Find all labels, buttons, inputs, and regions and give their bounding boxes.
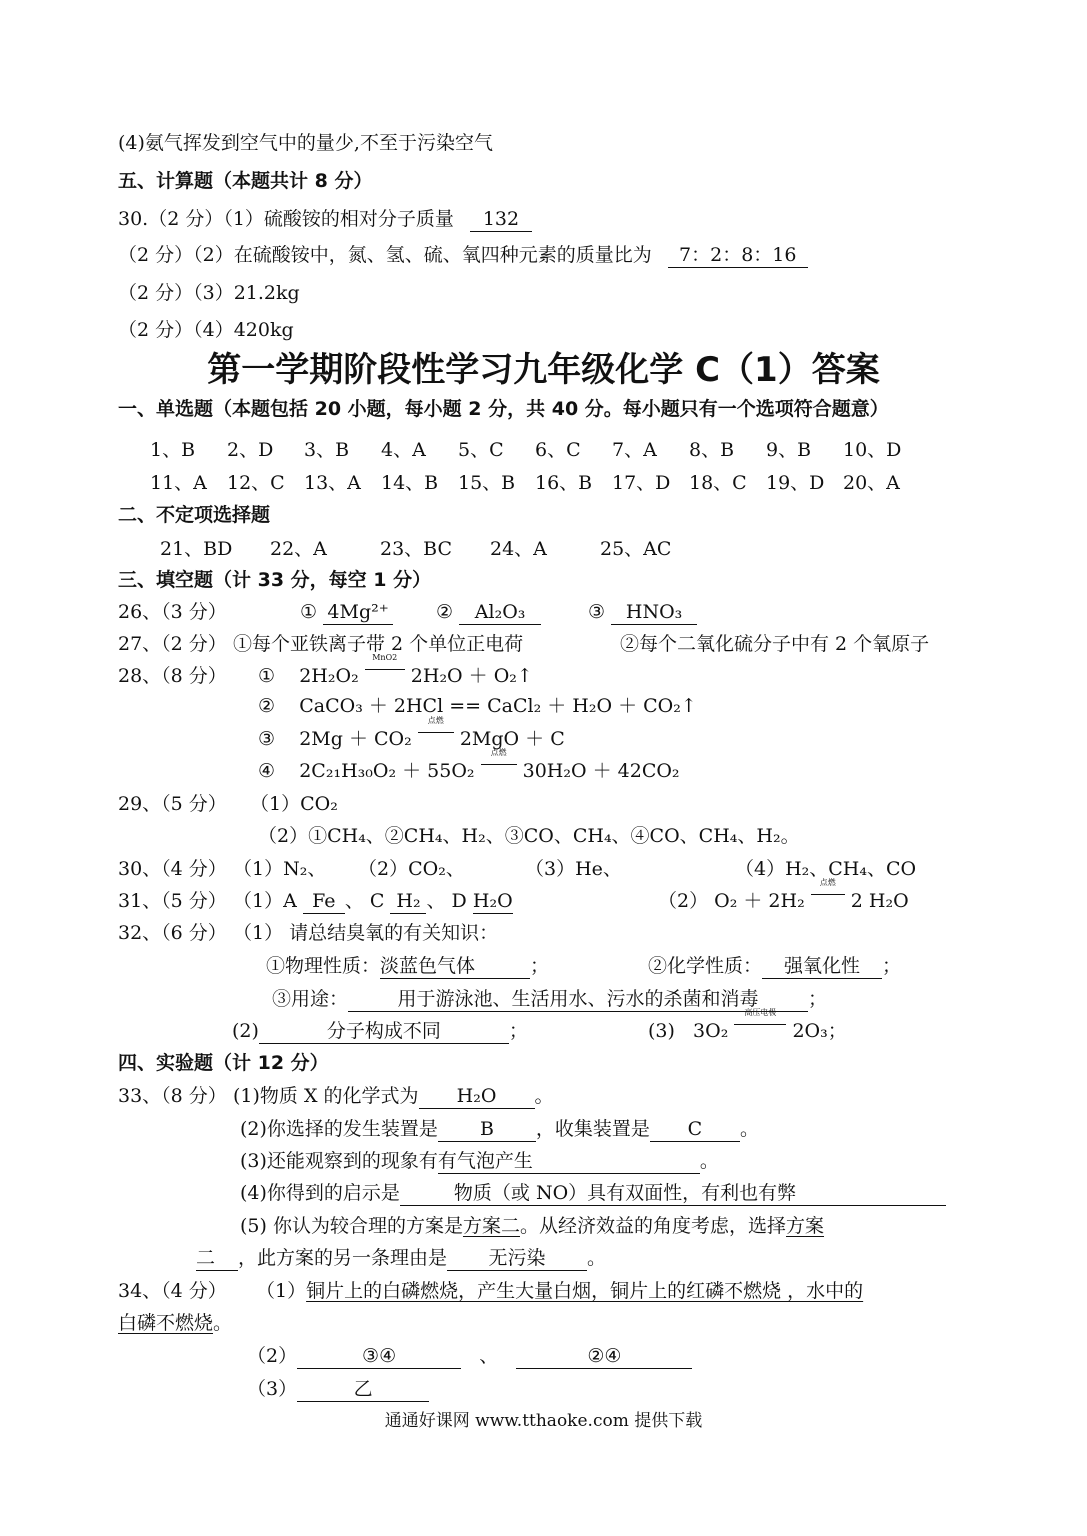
q32-2-semicolon: ； <box>508 1020 528 1042</box>
q31-1a-answer: Fe <box>303 889 345 914</box>
ans-r1-8: 8、B <box>689 439 735 461</box>
q34-1 <box>256 1278 863 1304</box>
q26-3 <box>588 599 697 625</box>
q32-3-semicolon: ； <box>827 1020 847 1042</box>
q31-2-arrow <box>811 878 845 914</box>
q28-4-arrow <box>481 748 517 784</box>
ans-r2-4: 14、B <box>381 472 439 494</box>
q26-1 <box>300 599 393 625</box>
q33-5a-text: (5) 你认为较合理的方案是 <box>240 1215 463 1237</box>
ans-r2-10: 20、A <box>843 472 900 494</box>
q33-3 <box>240 1148 719 1174</box>
q33-2a-answer: B <box>438 1117 536 1142</box>
q28-4-num: ④ <box>258 760 276 782</box>
q32-use-semicolon: ； <box>808 988 828 1010</box>
q28-3 <box>258 716 565 752</box>
q33-5b-answer-part1: 方案 <box>786 1215 825 1237</box>
q32-physical <box>266 953 549 979</box>
q30b-4: （4）H₂、CH₄、CO <box>735 858 917 880</box>
section-4-heading: 四、实验题（计 12 分） <box>118 1052 329 1074</box>
q32-phys-label: ①物理性质： <box>266 955 381 977</box>
q33-4-text: (4)你得到的启示是 <box>240 1182 400 1204</box>
q27-label: 27、（2 分） <box>118 633 227 655</box>
q31-1b-text: 、 C <box>344 890 385 912</box>
q32-3-left: 3O₂ <box>693 1020 729 1042</box>
q28-2-num: ② <box>258 695 276 717</box>
q33-4-answer: 物质（或 NO）具有双面性，有利也有弊 <box>400 1181 946 1206</box>
q31-1c-text: 、 D <box>426 890 467 912</box>
q29-label: 29、（5 分） <box>118 793 227 815</box>
q28-3-left: 2Mg ＋ CO₂ <box>299 728 412 750</box>
q34-2-answer-2: ②④ <box>516 1344 692 1369</box>
q30-1 <box>118 206 532 232</box>
q33-1 <box>233 1083 554 1109</box>
q34-label: 34、（4 分） <box>118 1280 227 1302</box>
q34-3-num: （3） <box>247 1378 298 1400</box>
q34-2-answer-1: ③④ <box>297 1344 461 1369</box>
q26-2 <box>436 599 541 625</box>
q34-1-answer-line2: 白磷不燃烧 <box>118 1312 214 1334</box>
q27-2: ②每个二氧化硫分子中有 2 个氧原子 <box>620 633 930 655</box>
q32-phys-answer: 淡蓝色气体 <box>380 954 530 979</box>
ans-r2-9: 19、D <box>766 472 825 494</box>
q28-3-right: 2MgO ＋ C <box>459 728 565 750</box>
q28-1-arrow <box>365 653 405 689</box>
q33-3-answer: 有气泡产生 <box>438 1149 700 1174</box>
q30-2-answer: 7：2：8：16 <box>668 243 808 268</box>
ans-r2-1: 11、A <box>150 472 207 494</box>
q33-1-text: (1)物质 X 的化学式为 <box>233 1085 419 1107</box>
q31-2-left: O₂ ＋ 2H₂ <box>714 890 805 912</box>
q32-2-answer: 分子构成不同 <box>259 1019 509 1044</box>
q26-label: 26、（3 分） <box>118 601 227 623</box>
q28-label: 28、（8 分） <box>118 665 227 687</box>
q30-1-text: 30.（2 分）（1）硫酸铵的相对分子质量 <box>118 208 454 230</box>
q30-2-text: （2 分）（2）在硫酸铵中，氮、氢、硫、氧四种元素的质量比为 <box>118 244 652 266</box>
q30b-3: （3）He、 <box>525 858 622 880</box>
q26-3-num: ③ <box>588 601 606 623</box>
answers-row-1 <box>150 437 920 463</box>
q30-2 <box>118 242 808 268</box>
q29-2: （2）①CH₄、②CH₄、H₂、③CO、CH₄、④CO、CH₄、H₂。 <box>258 825 800 847</box>
q33-3-text: (3)还能观察到的现象有 <box>240 1150 438 1172</box>
q30b-1: （1）N₂、 <box>233 858 327 880</box>
q32-2-num: (2) <box>232 1020 259 1042</box>
q31-2-right: 2 H₂O <box>850 890 909 912</box>
q31-2-num: （2） <box>658 890 709 912</box>
q33-5a-answer: 方案二 <box>462 1215 520 1237</box>
q28-1-left: 2H₂O₂ <box>299 665 359 687</box>
q32-3-num: (3) <box>648 1020 675 1042</box>
ans-r2-7: 17、D <box>612 472 671 494</box>
line-p4: (4)氨气挥发到空气中的量少,不至于污染空气 <box>118 132 493 154</box>
ans-r3-2: 22、A <box>270 538 327 560</box>
q26-3-answer: HNO₃ <box>611 600 697 625</box>
q34-2 <box>247 1343 692 1369</box>
q32-2 <box>232 1018 528 1044</box>
ans-r2-6: 16、B <box>535 472 593 494</box>
q33-1-answer: H₂O <box>419 1084 535 1109</box>
q32-3-condition: 高压电极 <box>744 1008 777 1017</box>
q34-1-answer-line1: 铜片上的白磷燃烧，产生大量白烟，铜片上的红磷不燃烧 ，水中的 <box>306 1280 864 1302</box>
q34-1-num: （1） <box>256 1280 307 1302</box>
q33-2a-text: (2)你选择的发生装置是 <box>240 1118 438 1140</box>
section-3-heading: 三、填空题（计 33 分，每空 1 分） <box>118 569 432 591</box>
q28-3-arrow <box>418 716 454 752</box>
q32-use-label: ③用途： <box>272 988 349 1010</box>
page-title: 第一学期阶段性学习九年级化学 C（1）答案 <box>207 350 880 390</box>
q34-2-separator: 、 <box>479 1345 499 1367</box>
ans-r3-1: 21、BD <box>160 538 233 560</box>
ans-r1-3: 3、B <box>304 439 350 461</box>
q26-1-answer: 4Mg²⁺ <box>323 600 393 625</box>
q31-label: 31、（5 分） <box>118 890 227 912</box>
ans-r2-5: 15、B <box>458 472 516 494</box>
q28-4-condition: 点燃 <box>490 748 507 757</box>
q33-2b-text: ，收集装置是 <box>535 1118 650 1140</box>
q26-2-num: ② <box>436 601 454 623</box>
q32-use-answer: 用于游泳池、生活用水、污水的杀菌和消毒 <box>348 987 808 1012</box>
q33-5-cont <box>196 1245 606 1271</box>
q33-5 <box>240 1213 824 1239</box>
q33-3-period: 。 <box>699 1150 719 1172</box>
q32-3 <box>648 1008 847 1044</box>
q31-1a-text: （1）A <box>233 890 297 912</box>
ans-r1-1: 1、B <box>150 439 196 461</box>
q31-2-condition: 点燃 <box>819 878 836 887</box>
ans-r1-10: 10、D <box>843 439 902 461</box>
q32-3-right: 2O₃ <box>792 1020 828 1042</box>
q33-5-period: 。 <box>587 1247 607 1269</box>
q28-1-num: ① <box>258 665 276 687</box>
section-5-heading: 五、计算题（本题共计 8 分） <box>118 170 373 192</box>
q33-2-period: 。 <box>739 1118 759 1140</box>
ans-r3-3: 23、BC <box>380 538 453 560</box>
q28-2-equation: CaCO₃ ＋ 2HCl == CaCl₂ ＋ H₂O ＋ CO₂↑ <box>299 695 697 717</box>
q33-1-period: 。 <box>534 1085 554 1107</box>
q30-1-answer: 132 <box>470 207 532 232</box>
q31-1b-answer: H₂ <box>390 889 426 914</box>
q30b-label: 30、（4 分） <box>118 858 227 880</box>
footer-credit: 通通好课网 www.tthaoke.com 提供下载 <box>384 1411 703 1431</box>
q26-2-answer: Al₂O₃ <box>459 600 541 625</box>
q34-3-answer: 乙 <box>297 1377 429 1402</box>
ans-r2-3: 13、A <box>304 472 361 494</box>
q32-chem-label: ②化学性质： <box>648 955 763 977</box>
q28-4-left: 2C₂₁H₃₀O₂ ＋ 55O₂ <box>299 760 475 782</box>
q30b-2: （2）CO₂、 <box>358 858 465 880</box>
q28-1-condition: MnO2 <box>372 653 398 662</box>
q32-phys-semicolon: ； <box>530 955 550 977</box>
q28-4-right: 30H₂O ＋ 42CO₂ <box>522 760 680 782</box>
q33-5b-answer-part2: 二 <box>196 1246 238 1271</box>
q34-2-num: （2） <box>247 1345 298 1367</box>
q33-2 <box>240 1116 759 1142</box>
ans-r2-8: 18、C <box>689 472 747 494</box>
q34-1-cont <box>118 1310 232 1336</box>
answers-row-2 <box>150 470 920 496</box>
q31-1c-answer: H₂O <box>472 890 513 912</box>
q32-label: 32、（6 分） <box>118 922 227 944</box>
q33-2b-answer: C <box>650 1117 740 1142</box>
q30-4: （2 分）（4）420kg <box>118 319 294 341</box>
q30-3: （2 分）（3）21.2kg <box>118 282 300 304</box>
q33-4 <box>240 1180 946 1206</box>
ans-r2-2: 12、C <box>227 472 285 494</box>
q32-intro: （1） 请总结臭氧的有关知识： <box>233 922 499 944</box>
q28-3-condition: 点燃 <box>427 716 444 725</box>
q33-5c-answer: 无污染 <box>447 1246 587 1271</box>
answers-row-3 <box>160 536 710 562</box>
q33-5c-text: ，此方案的另一条理由是 <box>238 1247 448 1269</box>
section-2-heading: 二、不定项选择题 <box>118 504 271 526</box>
q28-1 <box>258 653 533 689</box>
q28-4 <box>258 748 680 784</box>
q27-1: ①每个亚铁离子带 2 个单位正电荷 <box>233 633 524 655</box>
q32-chem-semicolon: ； <box>882 955 902 977</box>
ans-r1-4: 4、A <box>381 439 426 461</box>
ans-r3-4: 24、A <box>490 538 547 560</box>
section-1-heading: 一、单选题（本题包括 20 小题，每小题 2 分，共 40 分。每小题只有一个选项符合题意） <box>118 398 889 420</box>
q26-1-num: ① <box>300 601 318 623</box>
ans-r1-9: 9、B <box>766 439 812 461</box>
q34-3 <box>247 1376 429 1402</box>
q28-1-right: 2H₂O ＋ O₂↑ <box>410 665 533 687</box>
q28-2 <box>258 693 697 719</box>
ans-r1-2: 2、D <box>227 439 274 461</box>
q34-1-period: 。 <box>213 1312 233 1334</box>
ans-r1-6: 6、C <box>535 439 581 461</box>
q32-chemical <box>648 953 901 979</box>
ans-r1-7: 7、A <box>612 439 657 461</box>
q29-1: （1）CO₂ <box>250 793 338 815</box>
ans-r1-5: 5、C <box>458 439 504 461</box>
ans-r3-5: 25、AC <box>600 538 672 560</box>
q33-label: 33、（8 分） <box>118 1085 227 1107</box>
q31-2 <box>658 878 909 914</box>
q32-3-arrow <box>734 1008 786 1044</box>
q31-1 <box>233 888 513 914</box>
q33-5b-text: 。从经济效益的角度考虑，选择 <box>519 1215 786 1237</box>
q28-3-num: ③ <box>258 728 276 750</box>
q32-chem-answer: 强氧化性 <box>762 954 882 979</box>
